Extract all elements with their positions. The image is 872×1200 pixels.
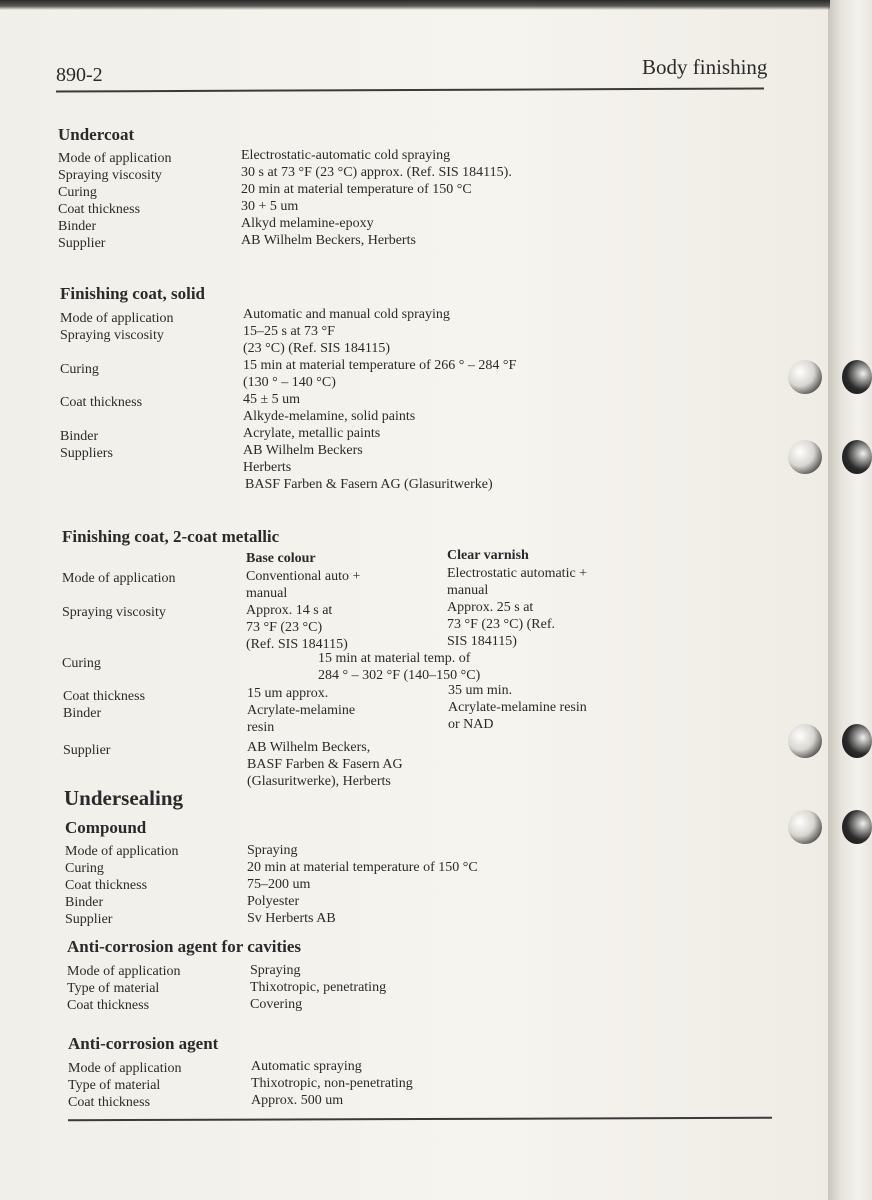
spec-value: 73 °F (23 °C) (Ref.: [447, 617, 556, 632]
cavities-labels: [67, 963, 181, 1014]
spec-value: Alkyd melamine-epoxy: [241, 216, 374, 231]
spec-value: 73 °F (23 °C): [246, 620, 323, 635]
spec-value: AB Wilhelm Beckers,: [247, 740, 371, 755]
spec-value: manual: [246, 586, 288, 601]
spec-value: SIS 184115): [447, 634, 517, 649]
spec-value: AB Wilhelm Beckers: [243, 443, 363, 458]
agent-values: [251, 1058, 413, 1109]
spec-label: Binder: [60, 429, 99, 444]
spec-value: Alkyde-melamine, solid paints: [243, 409, 416, 424]
base-colour-column: [246, 568, 360, 653]
spec-value: Conventional auto +: [246, 569, 361, 584]
spec-value: 15–25 s at 73 °F: [243, 324, 335, 339]
spec-value: or NAD: [448, 717, 494, 732]
spec-value: (130 ° – 140 °C): [243, 375, 336, 390]
spec-value: BASF Farben & Fasern AG: [247, 757, 403, 772]
agent-labels: [68, 1060, 182, 1111]
spec-value: (Ref. SIS 184115): [246, 637, 348, 652]
spec-value: Covering: [250, 997, 303, 1012]
spec-value: Electrostatic automatic +: [447, 566, 588, 581]
base-colour-heading: Base colour: [246, 551, 316, 566]
spec-value: Approx. 25 s at: [447, 600, 534, 615]
spec-label: Curing: [65, 861, 104, 876]
spec-value: 75–200 um: [247, 877, 311, 892]
section-heading-undercoat: Undercoat: [58, 125, 135, 144]
clear-varnish-heading: Clear varnish: [447, 548, 529, 563]
spec-label: Mode of application: [62, 571, 176, 586]
curing-shared: [318, 650, 480, 684]
page-number: 890-2: [56, 64, 103, 86]
spec-label: Type of material: [68, 1078, 161, 1093]
spec-label: Type of material: [67, 981, 160, 996]
spec-label: Curing: [62, 656, 101, 671]
spec-value: Polyester: [247, 894, 300, 909]
binder-hole: [788, 440, 822, 474]
spec-value: 15 um approx.: [247, 686, 329, 701]
subheading-agent: Anti-corrosion agent: [68, 1034, 219, 1053]
spec-value: 15 min at material temperature of 266 ° – 284 °F: [243, 358, 517, 373]
binder-hole: [842, 724, 872, 758]
spec-value: Spraying: [247, 843, 298, 858]
spec-label: Supplier: [65, 912, 113, 927]
spec-value: Acrylate-melamine: [247, 703, 356, 718]
subheading-compound: Compound: [65, 818, 147, 837]
section-heading-solid: Finishing coat, solid: [60, 284, 206, 303]
binder-hole: [842, 360, 872, 394]
section-heading-metallic: Finishing coat, 2-coat metallic: [62, 527, 280, 546]
spec-value: 30 + 5 um: [241, 199, 299, 214]
spec-value: Herberts: [243, 460, 292, 475]
spec-value: 45 ± 5 um: [243, 392, 301, 407]
spec-label: Supplier: [63, 743, 111, 758]
binder-hole: [842, 810, 872, 844]
spec-value: Acrylate-melamine resin: [448, 700, 587, 715]
undercoat-values: [241, 147, 512, 249]
binder-hole: [842, 440, 872, 474]
spec-value: manual: [447, 583, 489, 598]
clear-varnish-column-lower: [448, 682, 587, 733]
spec-value: 30 s at 73 °F (23 °C) approx. (Ref. SIS 184115).: [241, 165, 512, 180]
spec-value: Acrylate, metallic paints: [243, 426, 381, 441]
cavities-values: [250, 962, 386, 1013]
subheading-cavities: Anti-corrosion agent for cavities: [67, 937, 302, 956]
spec-value: (23 °C) (Ref. SIS 184115): [243, 341, 391, 356]
spec-value: (Glasuritwerke), Herberts: [247, 774, 391, 789]
base-colour-column-lower: [247, 685, 403, 790]
compound-labels: [65, 843, 179, 928]
spec-label: Supplier: [58, 236, 106, 251]
binder-hole: [788, 810, 822, 844]
spec-value: resin: [247, 720, 275, 735]
spec-value: 35 um min.: [448, 683, 513, 698]
spec-value: Approx. 14 s at: [246, 603, 333, 618]
spec-label: Coat thickness: [65, 878, 148, 893]
solid-values: [243, 306, 516, 493]
compound-values: [247, 842, 478, 927]
spec-label: Coat thickness: [68, 1095, 151, 1110]
scan-top-shadow: [0, 0, 830, 10]
binder-hole: [788, 724, 822, 758]
spec-label: Mode of application: [65, 844, 179, 859]
spec-label: Coat thickness: [63, 689, 146, 704]
clear-varnish-column: [447, 565, 587, 650]
spec-label: Mode of application: [60, 311, 174, 326]
spec-label: Coat thickness: [60, 395, 143, 410]
spec-value: 284 ° – 302 °F (140–150 °C): [318, 668, 481, 683]
spec-value: Thixotropic, non-penetrating: [251, 1076, 413, 1091]
next-page-edge: [828, 0, 872, 1200]
spec-label: Mode of application: [58, 151, 172, 166]
spec-label: Curing: [58, 185, 97, 200]
spec-value: AB Wilhelm Beckers, Herberts: [241, 233, 416, 248]
page-title: Body finishing: [642, 55, 768, 79]
spec-label: Mode of application: [68, 1061, 182, 1076]
spec-label: Spraying viscosity: [58, 168, 162, 183]
section-heading-undersealing: Undersealing: [64, 786, 184, 810]
spec-value: 20 min at material temperature of 150 °C: [247, 860, 478, 875]
binder-hole: [788, 360, 822, 394]
spec-value: Approx. 500 um: [251, 1093, 344, 1108]
spec-value: Sv Herberts AB: [247, 911, 336, 926]
spec-value: Automatic spraying: [251, 1059, 362, 1074]
spec-label: Spraying viscosity: [60, 328, 164, 343]
spec-label: Mode of application: [67, 964, 181, 979]
spec-label: Binder: [63, 706, 102, 721]
spec-label: Coat thickness: [58, 202, 141, 217]
spec-value: Thixotropic, penetrating: [250, 980, 387, 995]
spec-value: 20 min at material temperature of 150 °C: [241, 182, 472, 197]
spec-label: Binder: [58, 219, 97, 234]
spec-label: Coat thickness: [67, 998, 150, 1013]
spec-label: Binder: [65, 895, 104, 910]
spec-label: Curing: [60, 362, 99, 377]
spec-label: Spraying viscosity: [62, 605, 166, 620]
spec-value: BASF Farben & Fasern AG (Glasuritwerke): [245, 477, 493, 492]
spec-value: Spraying: [250, 963, 301, 978]
undercoat-labels: [58, 150, 172, 252]
spec-label: Suppliers: [60, 446, 113, 461]
spec-value: Automatic and manual cold spraying: [243, 307, 450, 322]
spec-value: Electrostatic-automatic cold spraying: [241, 148, 451, 163]
spec-value: 15 min at material temp. of: [318, 651, 471, 666]
